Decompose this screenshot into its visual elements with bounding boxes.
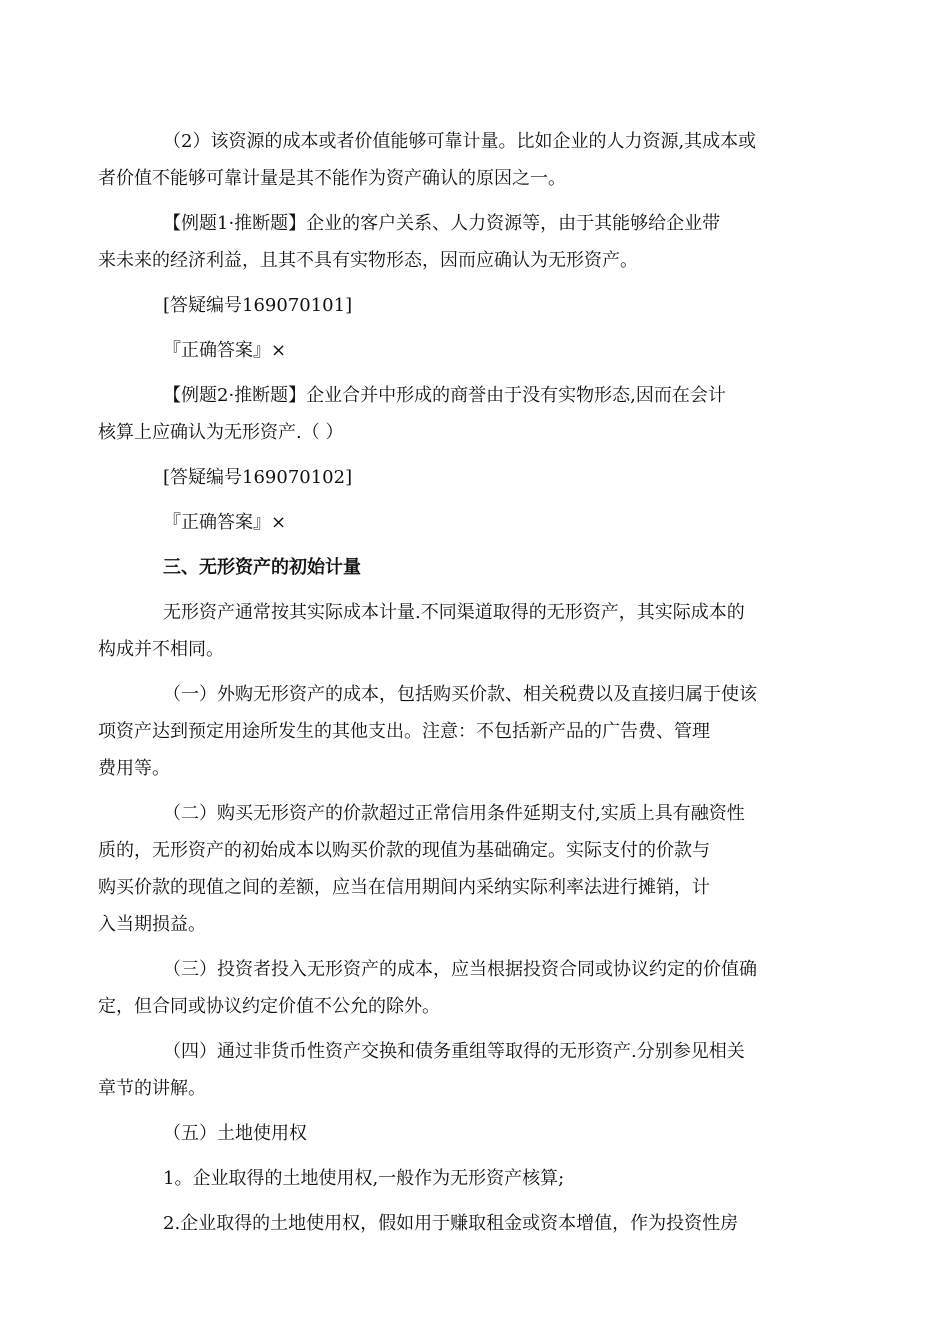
paragraph-item-4 bbox=[98, 1033, 828, 1107]
paragraph-example-1 bbox=[98, 205, 828, 279]
text-line: 【例题1·推断题】企业的客户关系、人力资源等，由于其能够给企业带 bbox=[163, 213, 721, 234]
paragraph-land-2 bbox=[163, 1205, 828, 1242]
document-body bbox=[98, 123, 828, 1250]
text-line: （三）投资者投入无形资产的成本，应当根据投资合同或协议约定的价值确 bbox=[163, 959, 757, 980]
text-line: [答疑编号169070102] bbox=[163, 467, 353, 488]
text-line: [答疑编号169070101] bbox=[163, 295, 353, 316]
paragraph-cost-measurement bbox=[98, 594, 828, 668]
text-line: （二）购买无形资产的价款超过正常信用条件延期支付,实质上具有融资性 bbox=[163, 803, 745, 824]
text-line: 购买价款的现值之间的差额，应当在信用期间内采纳实际利率法进行摊销，计 bbox=[98, 877, 710, 898]
text-line: 来未来的经济利益，且其不具有实物形态，因而应确认为无形资产。 bbox=[98, 250, 638, 271]
text-line: （2）该资源的成本或者价值能够可靠计量。比如企业的人力资源,其成本或 bbox=[163, 131, 757, 152]
paragraph-example-2 bbox=[98, 377, 828, 451]
text-line: 质的，无形资产的初始成本以购买价款的现值为基础确定。实际支付的价款与 bbox=[98, 840, 710, 861]
paragraph-item-5 bbox=[163, 1115, 828, 1152]
text-line: 『正确答案』× bbox=[163, 340, 287, 361]
paragraph-qa-id-1 bbox=[163, 287, 828, 324]
text-line: 项资产达到预定用途所发生的其他支出。注意：不包括新产品的广告费、管理 bbox=[98, 721, 710, 742]
text-line: （一）外购无形资产的成本，包括购买价款、相关税费以及直接归属于使该 bbox=[163, 684, 757, 705]
text-line: （五）土地使用权 bbox=[163, 1123, 307, 1144]
paragraph-item-3 bbox=[98, 951, 828, 1025]
heading-text: 三、无形资产的初始计量 bbox=[163, 557, 361, 578]
paragraph-land-1 bbox=[163, 1160, 828, 1197]
paragraph-item-1 bbox=[98, 676, 828, 787]
text-line: 2.企业取得的土地使用权，假如用于赚取租金或资本增值，作为投资性房 bbox=[163, 1213, 739, 1234]
text-line: 者价值不能够可靠计量是其不能作为资产确认的原因之一。 bbox=[98, 168, 566, 189]
text-line: 构成并不相同。 bbox=[98, 639, 224, 660]
paragraph-item-2 bbox=[98, 795, 828, 943]
paragraph-qa-id-2 bbox=[163, 459, 828, 496]
text-line: 入当期损益。 bbox=[98, 914, 206, 935]
text-line: 【例题2·推断题】企业合并中形成的商誉由于没有实物形态,因而在会计 bbox=[163, 385, 726, 406]
text-line: （四）通过非货币性资产交换和债务重组等取得的无形资产.分别参见相关 bbox=[163, 1041, 745, 1062]
paragraph-answer-2 bbox=[163, 504, 828, 541]
text-line: 费用等。 bbox=[98, 758, 170, 779]
text-line: 章节的讲解。 bbox=[98, 1078, 206, 1099]
text-line: 核算上应确认为无形资产.（ ） bbox=[98, 422, 344, 443]
section-heading bbox=[163, 549, 828, 586]
text-line: 1。企业取得的土地使用权,一般作为无形资产核算; bbox=[163, 1168, 565, 1189]
text-line: 定，但合同或协议约定价值不公允的除外。 bbox=[98, 996, 440, 1017]
text-line: 无形资产通常按其实际成本计量.不同渠道取得的无形资产，其实际成本的 bbox=[163, 602, 745, 623]
paragraph-answer-1 bbox=[163, 332, 828, 369]
text-line: 『正确答案』× bbox=[163, 512, 287, 533]
paragraph-resource-cost bbox=[98, 123, 828, 197]
